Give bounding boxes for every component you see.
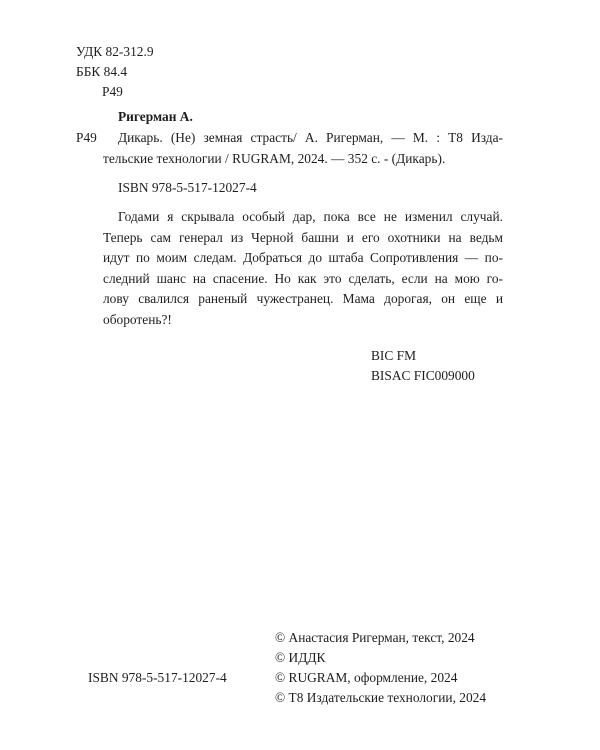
bibliographic-code: Р49: [76, 130, 97, 145]
annotation-line: следний шанс на спасение. Но как это сделать, если на мою го-: [103, 270, 503, 286]
isbn-bottom: ISBN 978-5-517-12027-4: [88, 670, 227, 685]
annotation-line: идут по моим следам. Добраться до штаба Сопротивления — по-: [103, 250, 503, 265]
bibliographic-line-1: Дикарь. (Не) земная страсть/ А. Ригерман, — М. : Т8 Изда-: [118, 130, 503, 145]
copyright-line: © Анастасия Ригерман, текст, 2024: [275, 630, 475, 645]
bbk-code: ББК 84.4: [76, 64, 128, 79]
annotation-line: Годами я скрывала особый дар, пока все не изменил случай.: [118, 209, 503, 224]
isbn-top: ISBN 978-5-517-12027-4: [118, 180, 257, 195]
annotation: [103, 207, 503, 330]
bic-code: BIC FM: [371, 348, 417, 363]
copyright-line: © Т8 Издательские технологии, 2024: [275, 690, 487, 705]
annotation-line: оборотень?!: [103, 311, 172, 327]
annotation-line: Теперь сам генерал из Черной башни и его охотники на ведьм: [103, 229, 503, 245]
udk-code: УДК 82-312.9: [76, 44, 154, 59]
author-heading: Ригерман А.: [118, 109, 193, 124]
bibliographic-line-2: тельские технологии / RUGRAM, 2024. — 352 с. - (Дикарь).: [103, 150, 446, 166]
copyright-line: © RUGRAM, оформление, 2024: [275, 670, 458, 685]
bibliographic-entry: [103, 128, 503, 169]
bisac-code: BISAC FIC009000: [371, 368, 475, 383]
author-sign-code: Р49: [102, 84, 123, 99]
annotation-line: лову свалился раненый чужестранец. Мама дорогая, он еще и: [103, 291, 503, 306]
copyright-line: © ИДДК: [275, 650, 326, 665]
